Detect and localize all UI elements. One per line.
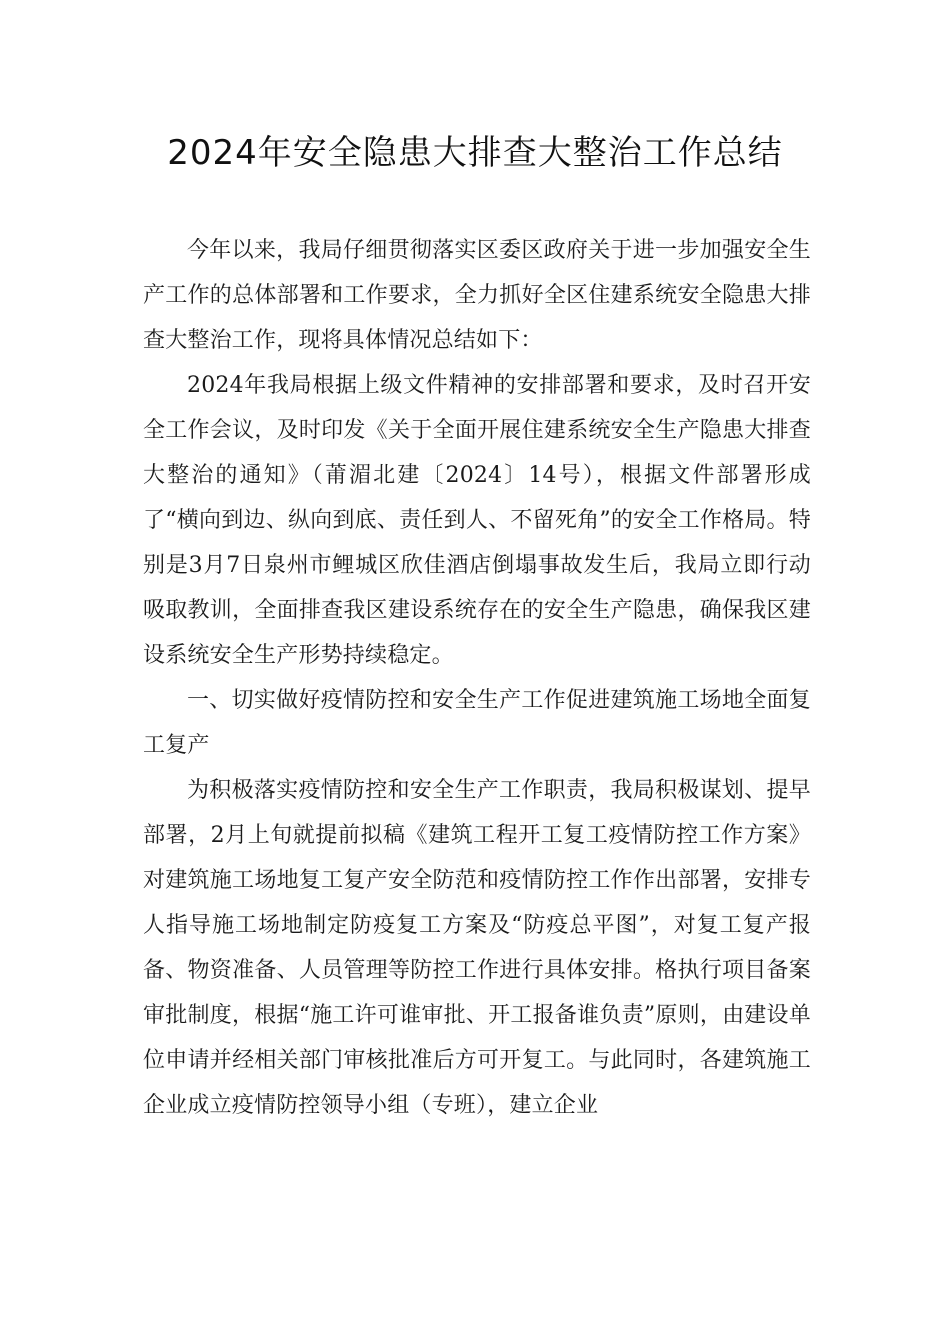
paragraph-overview: 2024年我局根据上级文件精神的安排部署和要求，及时召开安全工作会议，及时印发《关于全面开展住建系统安全生产隐患大排查大整治的通知》（莆湄北建〔2024〕14号），根据文件部署形成了“横向到边、纵向到底、责任到人、不留死角”的安全工作格局。特别是3月7日泉州市鲤城区欣佳酒店倒塌事故发生后，我局立即行动吸取教训，全面排查我区建设系统存在的安全生产隐患，确保我区建设系统安全生产形势持续稳定。 <box>143 373 811 668</box>
section-heading-1: 一、切实做好疫情防控和安全生产工作促进建筑施工场地全面复工复产 <box>143 688 811 758</box>
paragraph-section-1: 为积极落实疫情防控和安全生产工作职责，我局积极谋划、提早部署，2月上旬就提前拟稿《建筑工程开工复工疫情防控工作方案》对建筑施工场地复工复产安全防范和疫情防控工作作出部署，安排专人指导施工场地制定防疫复工方案及“防疫总平图”，对复工复产报备、物资准备、人员管理等防控工作进行具体安排。格执行项目备案审批制度，根据“施工许可谁审批、开工报备谁负责”原则，由建设单位申请并经相关部门审核批准后方可开复工。与此同时，各建筑施工企业成立疫情防控领导小组（专班），建立企业 <box>143 778 811 1118</box>
paragraph-intro: 今年以来，我局仔细贯彻落实区委区政府关于进一步加强安全生产工作的总体部署和工作要求，全力抓好全区住建系统安全隐患大排查大整治工作，现将具体情况总结如下： <box>143 238 811 353</box>
document-title: 2024年安全隐患大排查大整治工作总结 <box>167 133 783 173</box>
document-body <box>143 228 811 1128</box>
